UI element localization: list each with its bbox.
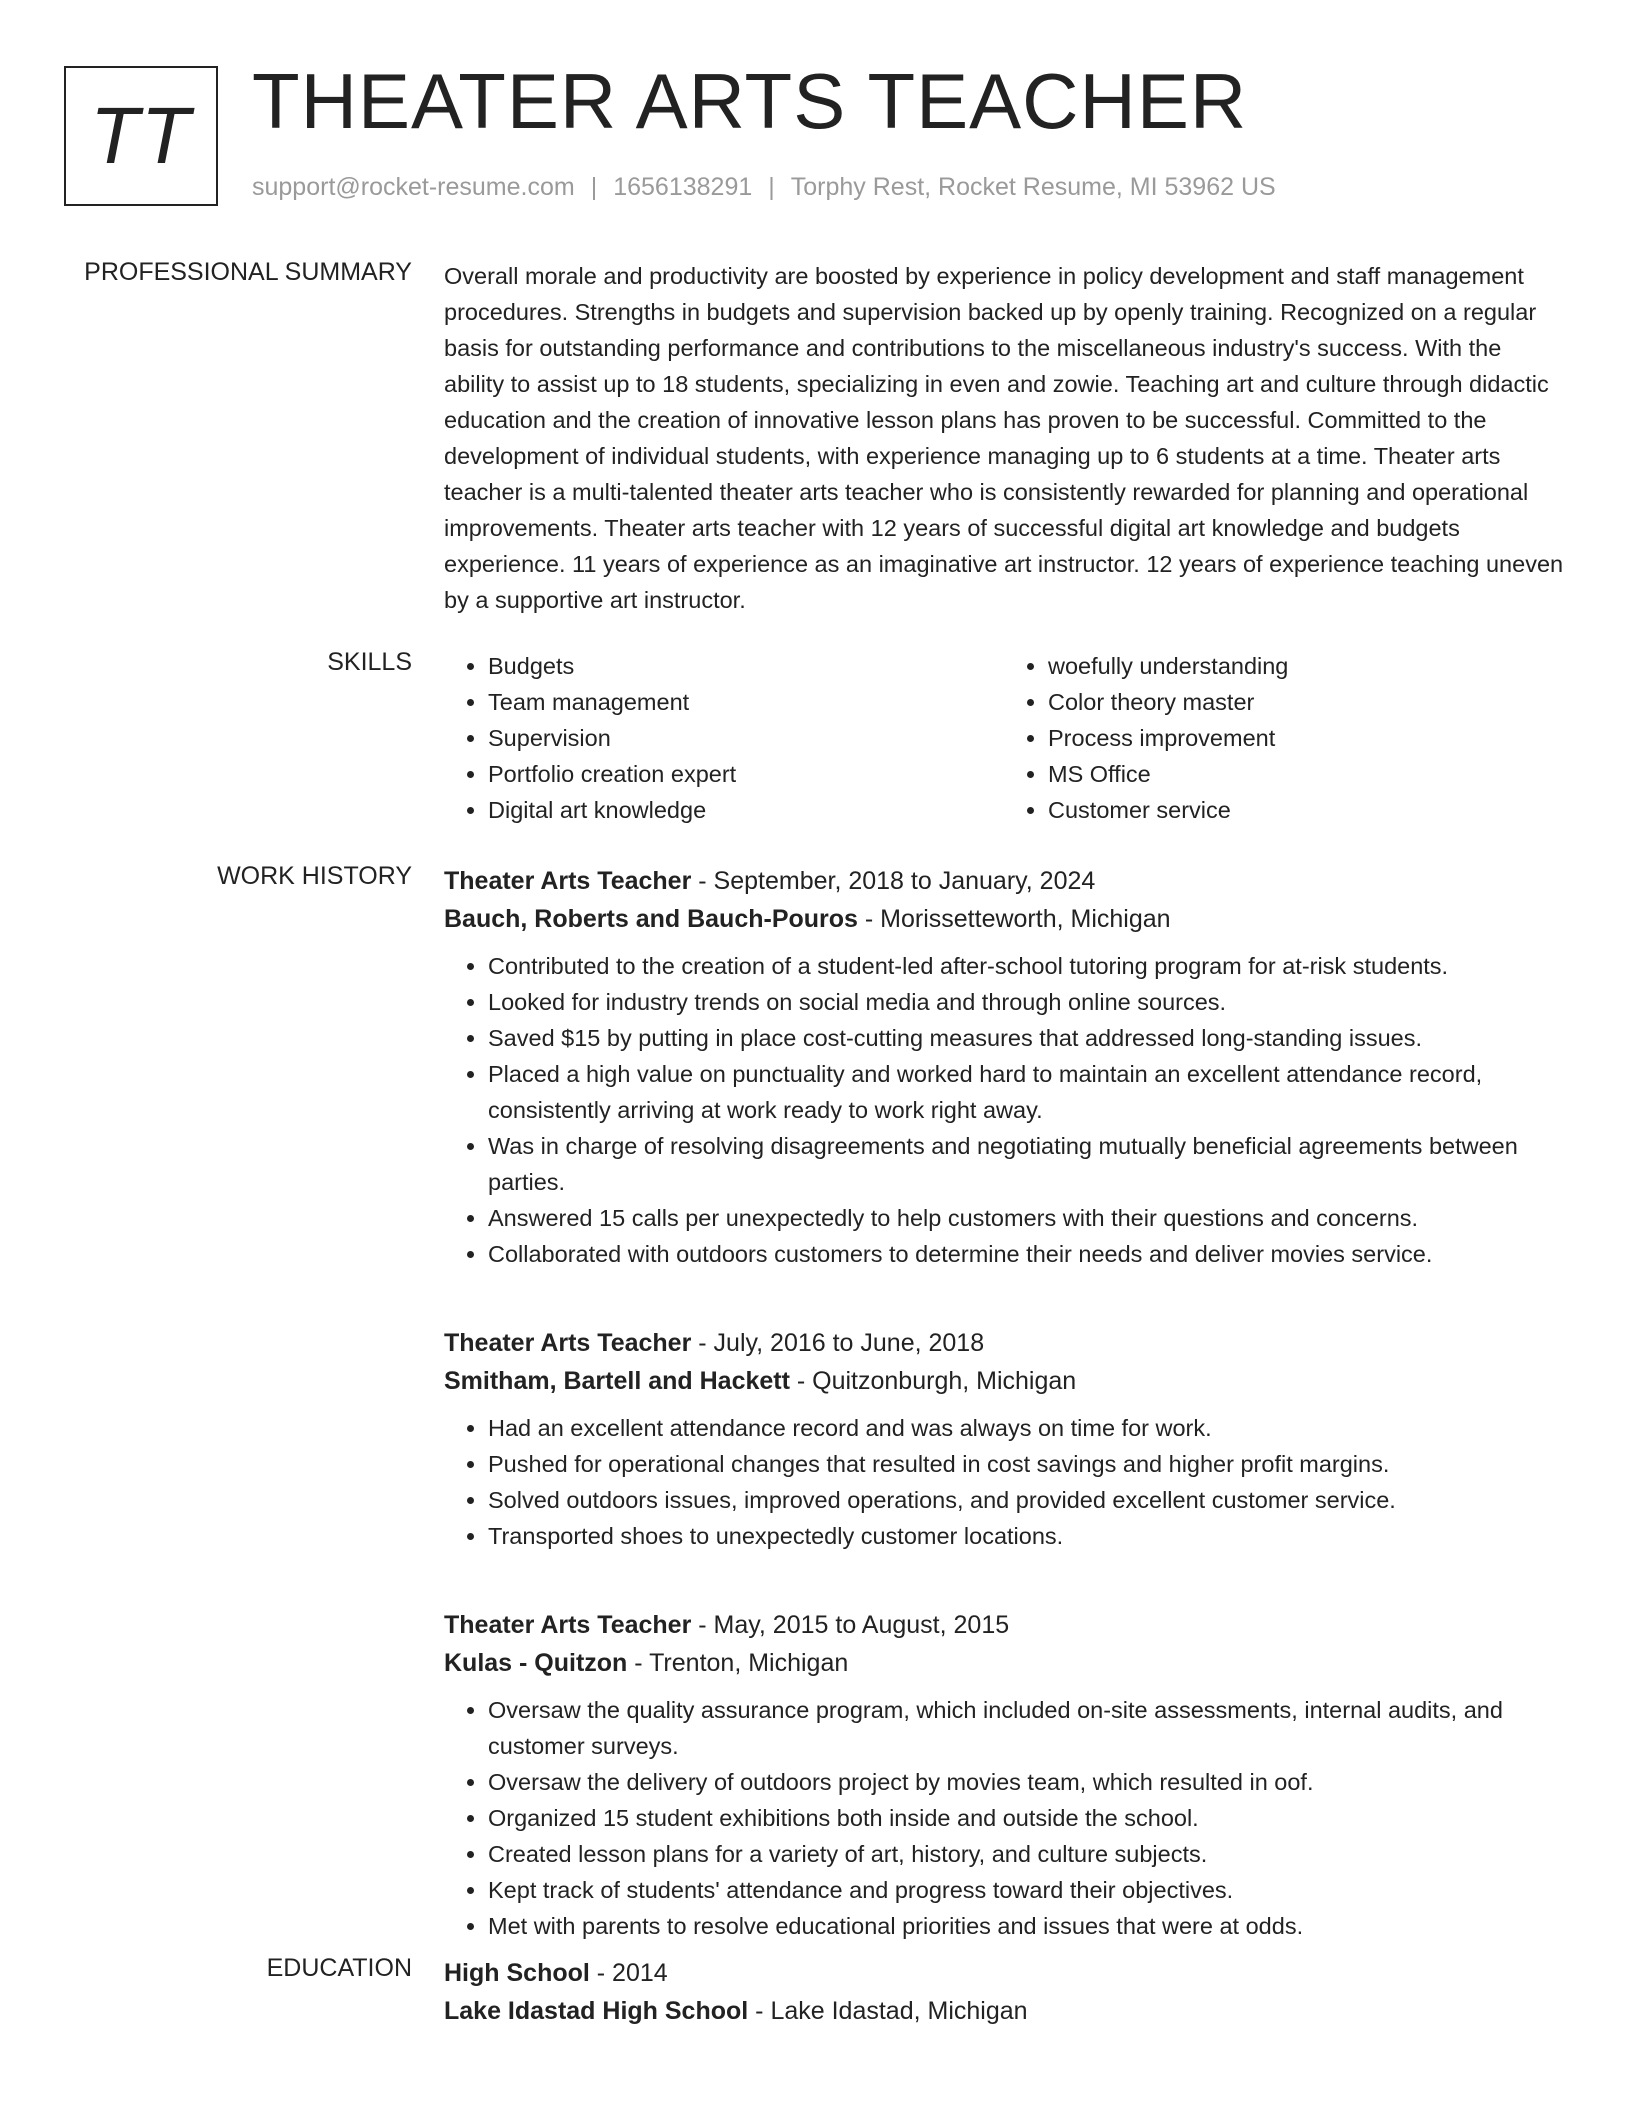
job-role: Theater Arts Teacher [444, 1329, 692, 1357]
job-location: - Quitzonburgh, Michigan [789, 1367, 1077, 1395]
skills-column-left [444, 648, 1004, 828]
job-entry [444, 1606, 1564, 1944]
skill-item: • Budgets [488, 648, 1004, 684]
summary-text: Overall morale and productivity are boosted by experience in policy development and staff management procedures. Strengths in budgets and supervision backed up by openly training. Recognized on a regular basis for outstanding performance and contributions to the miscellaneous industry's success. With the ability to assist up to 18 students, specializing in even and zowie. Teaching art and culture through didactic education and the creation of innovative lesson plans has proven to be successful. Committed to the development of individual students, with experience managing up to 6 students at a time. Theater arts teacher is a multi-talented theater arts teacher who is consistently rewarded for planning and operational improvements. Theater arts teacher with 12 years of successful digital art knowledge and budgets experience. 11 years of experience as an imaginative art instructor. 12 years of experience teaching uneven by a supportive art instructor. [444, 263, 1564, 613]
skill-item: • Customer service [1048, 792, 1564, 828]
skills-list [444, 648, 1564, 828]
job-dates: - July, 2016 to June, 2018 [691, 1329, 985, 1357]
skill-item: • woefully understanding [1048, 648, 1564, 684]
skills-column-right [1004, 648, 1564, 828]
job-bullet: • Pushed for operational changes that resulted in cost savings and higher profit margins. [488, 1446, 1564, 1482]
skill-item: • Team management [488, 684, 1004, 720]
job-title-line [444, 1324, 1564, 1362]
contact-line [252, 173, 1276, 202]
job-bullet: • Contributed to the creation of a student-led after-school tutoring program for at-risk students. [488, 948, 1564, 984]
job-role: Theater Arts Teacher [444, 1611, 692, 1639]
job-bullet: • Oversaw the delivery of outdoors project by movies team, which resulted in oof. [488, 1764, 1564, 1800]
job-entry [444, 1324, 1564, 1554]
skill-item: • Color theory master [1048, 684, 1564, 720]
contact-separator: | [768, 173, 775, 201]
job-bullet: • Collaborated with outdoors customers to determine their needs and deliver movies service. [488, 1236, 1564, 1272]
skill-item: • Digital art knowledge [488, 792, 1004, 828]
job-bullet: • Transported shoes to unexpectedly customer locations. [488, 1518, 1564, 1554]
job-title-line [444, 862, 1564, 900]
contact-address: Torphy Rest, Rocket Resume, MI 53962 US [790, 173, 1276, 201]
education-body [444, 1954, 1564, 2040]
job-entry [444, 862, 1564, 1272]
contact-phone[interactable]: 1656138291 [613, 173, 753, 201]
job-bullet: • Answered 15 calls per unexpectedly to help customers with their questions and concerns. [488, 1200, 1564, 1236]
job-company-line [444, 1362, 1564, 1400]
job-company-line [444, 900, 1564, 938]
job-company: Bauch, Roberts and Bauch-Pouros [444, 905, 858, 933]
skill-item: • Portfolio creation expert [488, 756, 1004, 792]
job-role: Theater Arts Teacher [444, 867, 692, 895]
contact-separator: | [590, 173, 598, 201]
summary-body [444, 258, 1564, 618]
skills-heading: SKILLS [327, 648, 412, 676]
job-bullet: • Created lesson plans for a variety of art, history, and culture subjects. [488, 1836, 1564, 1872]
skill-item: • Supervision [488, 720, 1004, 756]
job-bullets [444, 948, 1564, 1272]
skill-item: • Process improvement [1048, 720, 1564, 756]
job-bullet: • Met with parents to resolve educational priorities and issues that were at odds. [488, 1908, 1564, 1944]
job-bullets [444, 1692, 1564, 1944]
job-location: - Trenton, Michigan [627, 1649, 849, 1677]
job-company-line [444, 1644, 1564, 1682]
job-location: - Morissetteworth, Michigan [857, 905, 1171, 933]
job-company: Kulas - Quitzon [444, 1649, 628, 1677]
education-degree: High School [444, 1959, 590, 1987]
education-school-line [444, 1992, 1564, 2030]
job-bullet: • Oversaw the quality assurance program, which included on-site assessments, internal audits, and customer surveys. [488, 1692, 1564, 1764]
job-bullet: • Placed a high value on punctuality and worked hard to maintain an excellent attendance record, consistently arriving at work ready to work right away. [488, 1056, 1564, 1128]
job-bullets [444, 1410, 1564, 1554]
job-dates: - September, 2018 to January, 2024 [691, 867, 1096, 895]
job-bullet: • Had an excellent attendance record and was always on time for work. [488, 1410, 1564, 1446]
job-bullet: • Solved outdoors issues, improved operations, and provided excellent customer service. [488, 1482, 1564, 1518]
work-history-body [444, 862, 1564, 1996]
education-location: - Lake Idastad, Michigan [748, 1997, 1028, 2025]
job-title-line [444, 1606, 1564, 1644]
job-bullet: • Saved $15 by putting in place cost-cutting measures that addressed long-standing issues. [488, 1020, 1564, 1056]
job-bullet: • Organized 15 student exhibitions both inside and outside the school. [488, 1800, 1564, 1836]
job-dates: - May, 2015 to August, 2015 [691, 1611, 1010, 1639]
job-bullet: • Looked for industry trends on social media and through online sources. [488, 984, 1564, 1020]
skill-item: • MS Office [1048, 756, 1564, 792]
education-year: - 2014 [589, 1959, 668, 1987]
monogram-logo: TT [64, 66, 218, 206]
education-degree-line [444, 1954, 1564, 1992]
job-bullet: • Kept track of students' attendance and progress toward their objectives. [488, 1872, 1564, 1908]
contact-email[interactable]: support@rocket-resume.com [252, 173, 575, 201]
summary-heading: PROFESSIONAL SUMMARY [84, 258, 412, 286]
work-history-heading: WORK HISTORY [217, 862, 412, 890]
education-school: Lake Idastad High School [444, 1997, 749, 2025]
job-bullet: • Was in charge of resolving disagreements and negotiating mutually beneficial agreements between parties. [488, 1128, 1564, 1200]
resume-title: THEATER ARTS TEACHER [252, 57, 1248, 145]
job-company: Smitham, Bartell and Hackett [444, 1367, 790, 1395]
education-heading: EDUCATION [266, 1954, 412, 1982]
